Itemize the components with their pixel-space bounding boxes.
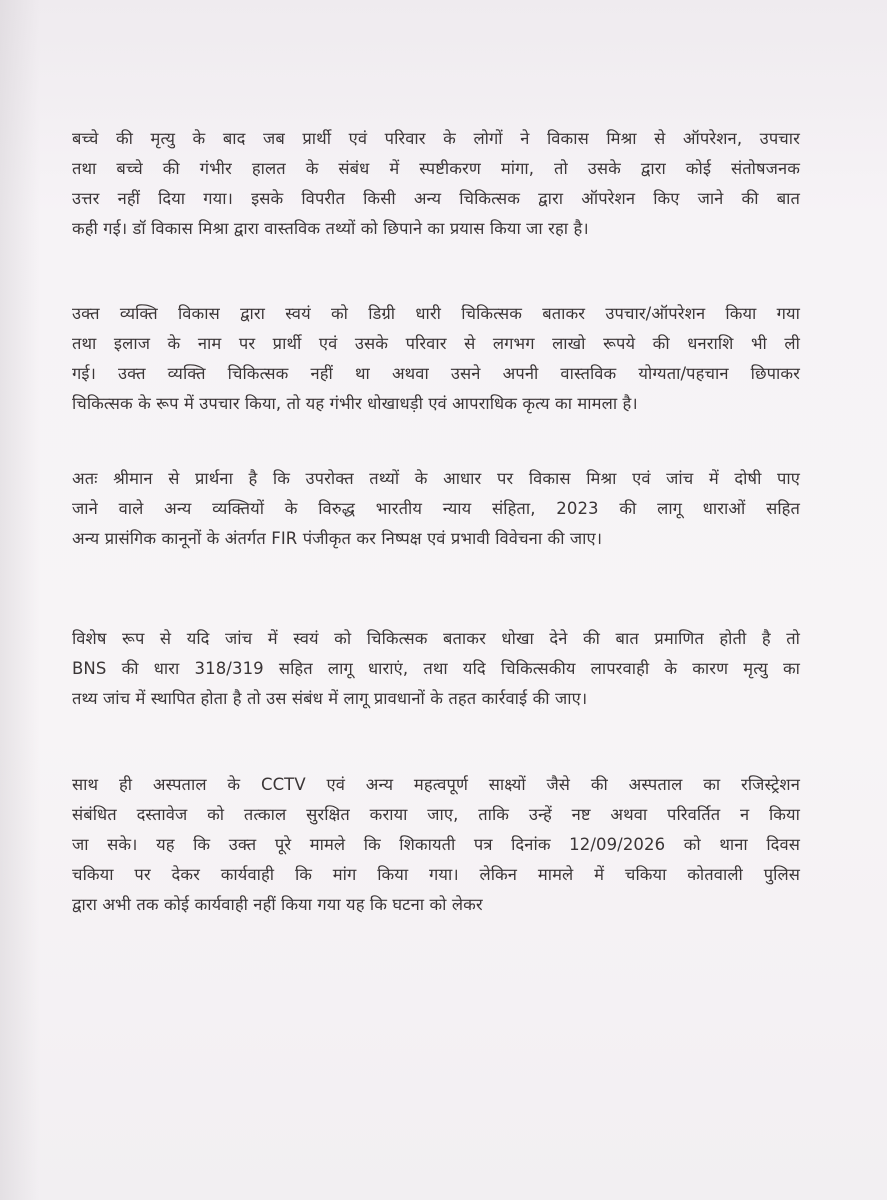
paragraph-line: चकिया पर देकर कार्यवाही कि मांग किया गया। लेकिन मामले में चकिया कोतवाली पुलिस <box>72 865 800 884</box>
paragraph-line: BNS की धारा 318/319 सहित लागू धाराएं, तथा यदि चिकित्सकीय लापरवाही के कारण मृत्यु का <box>72 659 800 678</box>
paragraph-1 <box>72 124 800 244</box>
paragraph-line: उत्तर नहीं दिया गया। इसके विपरीत किसी अन्य चिकित्सक द्वारा ऑपरेशन किए जाने की बात <box>72 189 800 208</box>
paragraph-line: तथा बच्चे की गंभीर हालत के संबंध में स्पष्टीकरण मांगा, तो उसके द्वारा कोई संतोषजनक <box>72 159 800 178</box>
paragraph-line: अन्य प्रासंगिक कानूनों के अंतर्गत FIR पंजीकृत कर निष्पक्ष एवं प्रभावी विवेचना की जाए। <box>72 529 603 548</box>
paragraph-line: विशेष रूप से यदि जांच में स्वयं को चिकित्सक बताकर धोखा देने की बात प्रमाणित होती है तो <box>72 629 800 648</box>
paragraph-line: संबंधित दस्तावेज को तत्काल सुरक्षित कराया जाए, ताकि उन्हें नष्ट अथवा परिवर्तित न किया <box>72 805 800 824</box>
paragraph-line: जा सके। यह कि उक्त पूरे मामले कि शिकायती पत्र दिनांक 12/09/2026 को थाना दिवस <box>72 835 800 854</box>
paragraph-line: उक्त व्यक्ति विकास द्वारा स्वयं को डिग्री धारी चिकित्सक बताकर उपचार/ऑपरेशन किया गया <box>72 304 800 323</box>
paragraph-2 <box>72 299 800 419</box>
paragraph-line: गई। उक्त व्यक्ति चिकित्सक नहीं था अथवा उसने अपनी वास्तविक योग्यता/पहचान छिपाकर <box>72 364 800 383</box>
paragraph-4 <box>72 624 800 714</box>
paragraph-3 <box>72 464 800 554</box>
paragraph-line: द्वारा अभी तक कोई कार्यवाही नहीं किया गया यह कि घटना को लेकर <box>72 895 483 914</box>
paragraph-line: तथ्य जांच में स्थापित होता है तो उस संबंध में लागू प्रावधानों के तहत कार्रवाई की जाए। <box>72 689 588 708</box>
paragraph-line: चिकित्सक के रूप में उपचार किया, तो यह गंभीर धोखाधड़ी एवं आपराधिक कृत्य का मामला है। <box>72 394 638 413</box>
paragraph-line: अतः श्रीमान से प्रार्थना है कि उपरोक्त तथ्यों के आधार पर विकास मिश्रा एवं जांच में दोषी पाए <box>72 469 800 488</box>
paragraph-line: जाने वाले अन्य व्यक्तियों के विरुद्ध भारतीय न्याय संहिता, 2023 की लागू धाराओं सहित <box>72 499 800 518</box>
paragraph-line: बच्चे की मृत्यु के बाद जब प्रार्थी एवं परिवार के लोगों ने विकास मिश्रा से ऑपरेशन, उपचार <box>72 129 800 148</box>
paragraph-line: तथा इलाज के नाम पर प्रार्थी एवं उसके परिवार से लगभग लाखो रूपये की धनराशि भी ली <box>72 334 800 353</box>
paragraph-5 <box>72 770 800 920</box>
paragraph-line: साथ ही अस्पताल के CCTV एवं अन्य महत्वपूर्ण साक्ष्यों जैसे की अस्पताल का रजिस्ट्रेशन <box>72 775 800 794</box>
paragraph-line: कही गई। डॉ विकास मिश्रा द्वारा वास्तविक तथ्यों को छिपाने का प्रयास किया जा रहा है। <box>72 219 589 238</box>
page-shadow <box>0 0 40 1200</box>
